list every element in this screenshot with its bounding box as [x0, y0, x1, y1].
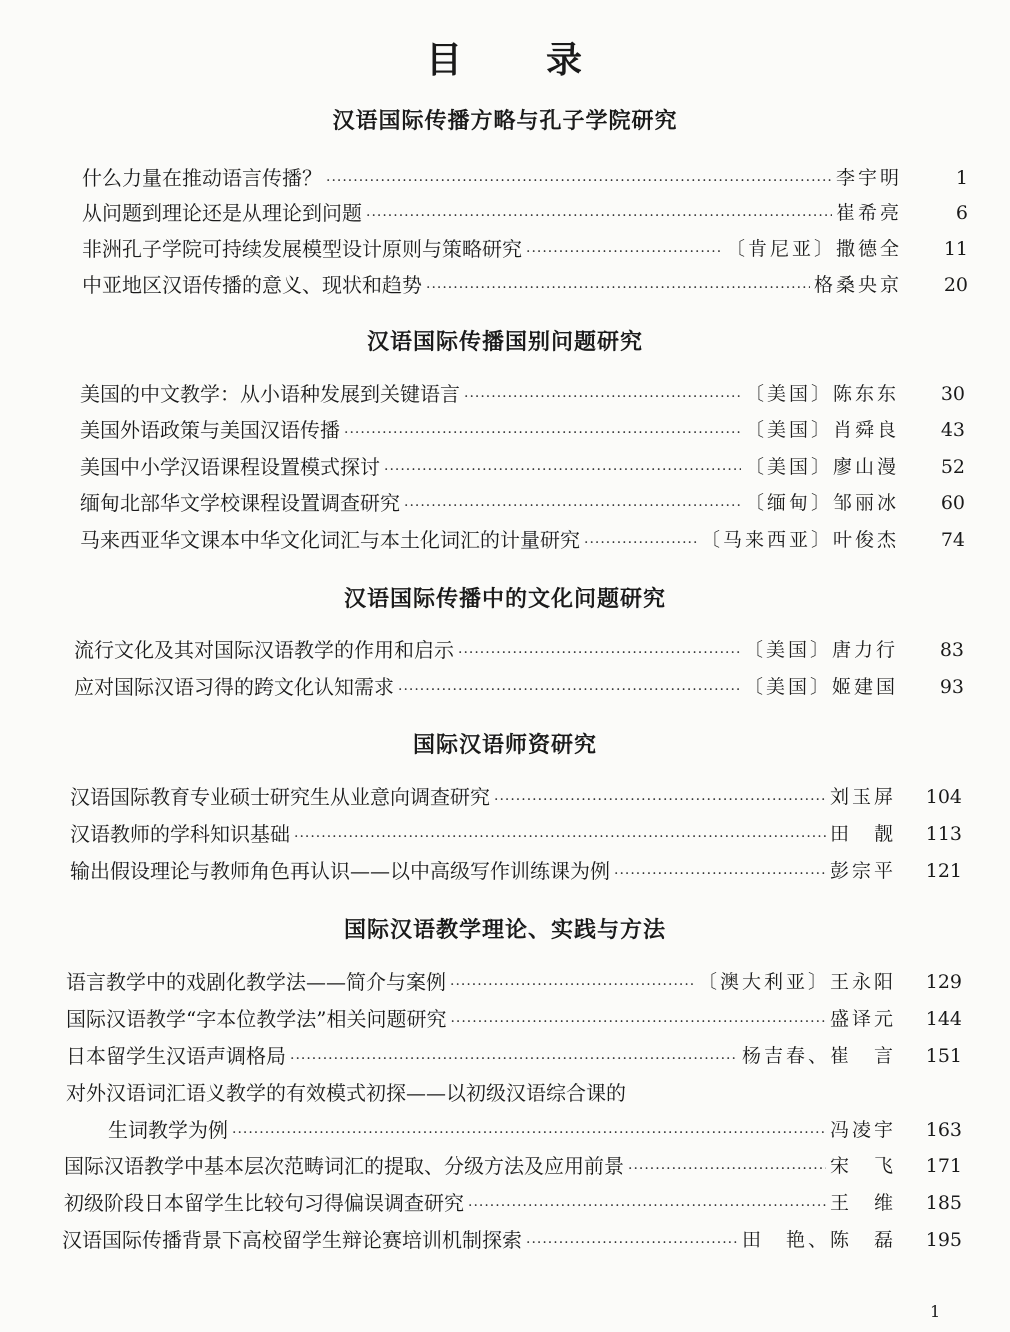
- leader-dots: [584, 532, 697, 554]
- entry-title: 美国中小学汉语课程设置模式探讨: [80, 455, 380, 479]
- entry-page: 121: [925, 860, 962, 882]
- entry-page: 185: [925, 1192, 962, 1214]
- toc-entry[interactable]: [108, 1116, 962, 1144]
- leader-dots: [384, 459, 741, 481]
- leader-dots: [450, 1011, 826, 1033]
- toc-entry[interactable]: [80, 416, 965, 444]
- entry-author: 田 艳、陈 磊: [741, 1229, 896, 1251]
- toc-entry[interactable]: [62, 1226, 962, 1254]
- entry-author: 〔缅甸〕邹丽冰: [744, 492, 899, 514]
- toc-entry[interactable]: [66, 1042, 962, 1070]
- toc-entry[interactable]: [66, 1005, 962, 1033]
- entry-title-first-line[interactable]: 对外汉语词汇语义教学的有效模式初探——以初级汉语综合课的: [66, 1081, 626, 1105]
- leader-dots: [464, 386, 741, 408]
- section-title: 汉语国际传播国别问题研究: [366, 330, 643, 355]
- toc-entry[interactable]: [82, 164, 968, 192]
- page-number: 1: [930, 1302, 941, 1321]
- toc-entry[interactable]: [64, 1152, 962, 1180]
- entry-page: 43: [940, 419, 965, 441]
- title-char: 录: [546, 40, 585, 81]
- section-title: 汉语国际传播方略与孔子学院研究: [332, 109, 678, 134]
- leader-dots: [494, 789, 826, 811]
- leader-dots: [468, 1195, 826, 1217]
- entry-title: 美国的中文教学：从小语种发展到关键语言: [80, 382, 460, 406]
- entry-title: 国际汉语教学中基本层次范畴词汇的提取、分级方法及应用前景: [64, 1154, 624, 1178]
- entry-title: 语言教学中的戏剧化教学法——简介与案例: [66, 970, 446, 994]
- leader-dots: [232, 1122, 826, 1144]
- entry-page: 113: [925, 823, 962, 845]
- leader-dots: [458, 642, 740, 664]
- leader-dots: [426, 277, 810, 299]
- entry-page: 74: [940, 529, 965, 551]
- entry-author: 冯凌宇: [829, 1119, 896, 1141]
- entry-title: 初级阶段日本留学生比较句习得偏误调查研究: [64, 1191, 464, 1215]
- entry-title: 汉语国际教育专业硕士研究生从业意向调查研究: [70, 785, 490, 809]
- entry-page: 104: [925, 786, 962, 808]
- entry-title: 日本留学生汉语声调格局: [66, 1044, 286, 1068]
- section-title: 汉语国际传播中的文化问题研究: [343, 587, 666, 612]
- entry-title: 流行文化及其对国际汉语教学的作用和启示: [74, 638, 454, 662]
- toc-entry[interactable]: [66, 968, 962, 996]
- entry-author: 田 靓: [829, 823, 896, 845]
- toc-entry[interactable]: [74, 636, 964, 664]
- entry-author: 王 维: [829, 1192, 896, 1214]
- entry-page: 1: [955, 167, 968, 189]
- leader-dots: [526, 1232, 738, 1254]
- entry-page: 163: [925, 1119, 962, 1141]
- entry-title: 缅甸北部华文学校课程设置调查研究: [80, 491, 400, 515]
- entry-page: 151: [925, 1045, 962, 1067]
- entry-page: 60: [940, 492, 965, 514]
- entry-author: 刘玉屏: [829, 786, 896, 808]
- toc-entry[interactable]: [82, 271, 968, 299]
- entry-author: 〔美国〕陈东东: [744, 383, 899, 405]
- entry-page: 52: [940, 456, 965, 478]
- toc-entry[interactable]: [80, 453, 965, 481]
- entry-author: 〔美国〕姬建国: [743, 676, 898, 698]
- entry-title: 美国外语政策与美国汉语传播: [80, 418, 340, 442]
- entry-title: 中亚地区汉语传播的意义、现状和趋势: [82, 273, 422, 297]
- entry-title: 汉语教师的学科知识基础: [70, 822, 290, 846]
- leader-dots: [344, 422, 741, 444]
- entry-author: 彭宗平: [829, 860, 896, 882]
- entry-title: 输出假设理论与教师角色再认识——以中高级写作训练课为例: [70, 859, 610, 883]
- entry-author: 〔肯尼亚〕撒德全: [725, 238, 902, 260]
- leader-dots: [326, 170, 832, 192]
- entry-title: 马来西亚华文课本中华文化词汇与本土化词汇的计量研究: [80, 528, 580, 552]
- entry-title: 什么力量在推动语言传播？: [82, 166, 322, 190]
- toc-entry[interactable]: [70, 857, 962, 885]
- page-title: [0, 32, 1010, 83]
- entry-title: 应对国际汉语习得的跨文化认知需求: [74, 675, 394, 699]
- leader-dots: [398, 679, 740, 701]
- leader-dots: [614, 863, 826, 885]
- entry-title: 从问题到理论还是从理论到问题: [82, 201, 362, 225]
- entry-page: 6: [955, 202, 968, 224]
- entry-title: 生词教学为例: [108, 1118, 228, 1142]
- entry-author: 〔美国〕唐力行: [743, 639, 898, 661]
- entry-page: 171: [925, 1155, 962, 1177]
- entry-page: 129: [925, 971, 962, 993]
- entry-page: 93: [939, 676, 964, 698]
- section-title: 国际汉语师资研究: [412, 733, 597, 758]
- entry-page: 144: [925, 1008, 962, 1030]
- leader-dots: [404, 495, 741, 517]
- leader-dots: [290, 1048, 738, 1070]
- toc-entry[interactable]: [70, 820, 962, 848]
- entry-author: 〔美国〕廖山漫: [744, 456, 899, 478]
- entry-title: 国际汉语教学“字本位教学法”相关问题研究: [66, 1007, 447, 1031]
- toc-entry[interactable]: [80, 489, 965, 517]
- entry-author: 杨吉春、崔 言: [741, 1045, 896, 1067]
- entry-author: 宋 飞: [829, 1155, 896, 1177]
- title-char: 目: [425, 40, 464, 81]
- entry-author: 盛译元: [829, 1008, 896, 1030]
- section-title: 国际汉语教学理论、实践与方法: [343, 918, 666, 943]
- entry-title: 汉语国际传播背景下高校留学生辩论赛培训机制探索: [62, 1228, 522, 1252]
- entry-author: 〔澳大利亚〕王永阳: [697, 971, 896, 993]
- entry-author: 〔马来西亚〕叶俊杰: [700, 529, 899, 551]
- entry-page: 195: [925, 1229, 962, 1251]
- entry-author: 李宇明: [835, 167, 902, 189]
- entry-author: 崔希亮: [835, 202, 902, 224]
- entry-author: 〔美国〕肖舜良: [744, 419, 899, 441]
- entry-title: 非洲孔子学院可持续发展模型设计原则与策略研究: [82, 237, 522, 261]
- entry-page: 30: [940, 383, 965, 405]
- leader-dots: [294, 826, 826, 848]
- leader-dots: [366, 205, 832, 227]
- entry-page: 11: [943, 238, 968, 260]
- entry-author: 格桑央京: [813, 274, 902, 296]
- leader-dots: [526, 241, 722, 263]
- toc-entry[interactable]: [64, 1189, 962, 1217]
- leader-dots: [450, 974, 694, 996]
- toc-entry[interactable]: [80, 526, 965, 554]
- entry-page: 83: [939, 639, 964, 661]
- entry-page: 20: [943, 274, 968, 296]
- toc-entry[interactable]: [82, 199, 968, 227]
- leader-dots: [628, 1158, 826, 1180]
- toc-entry[interactable]: [70, 783, 962, 811]
- toc-entry[interactable]: [80, 380, 965, 408]
- toc-entry[interactable]: [74, 673, 964, 701]
- toc-entry[interactable]: [82, 235, 968, 263]
